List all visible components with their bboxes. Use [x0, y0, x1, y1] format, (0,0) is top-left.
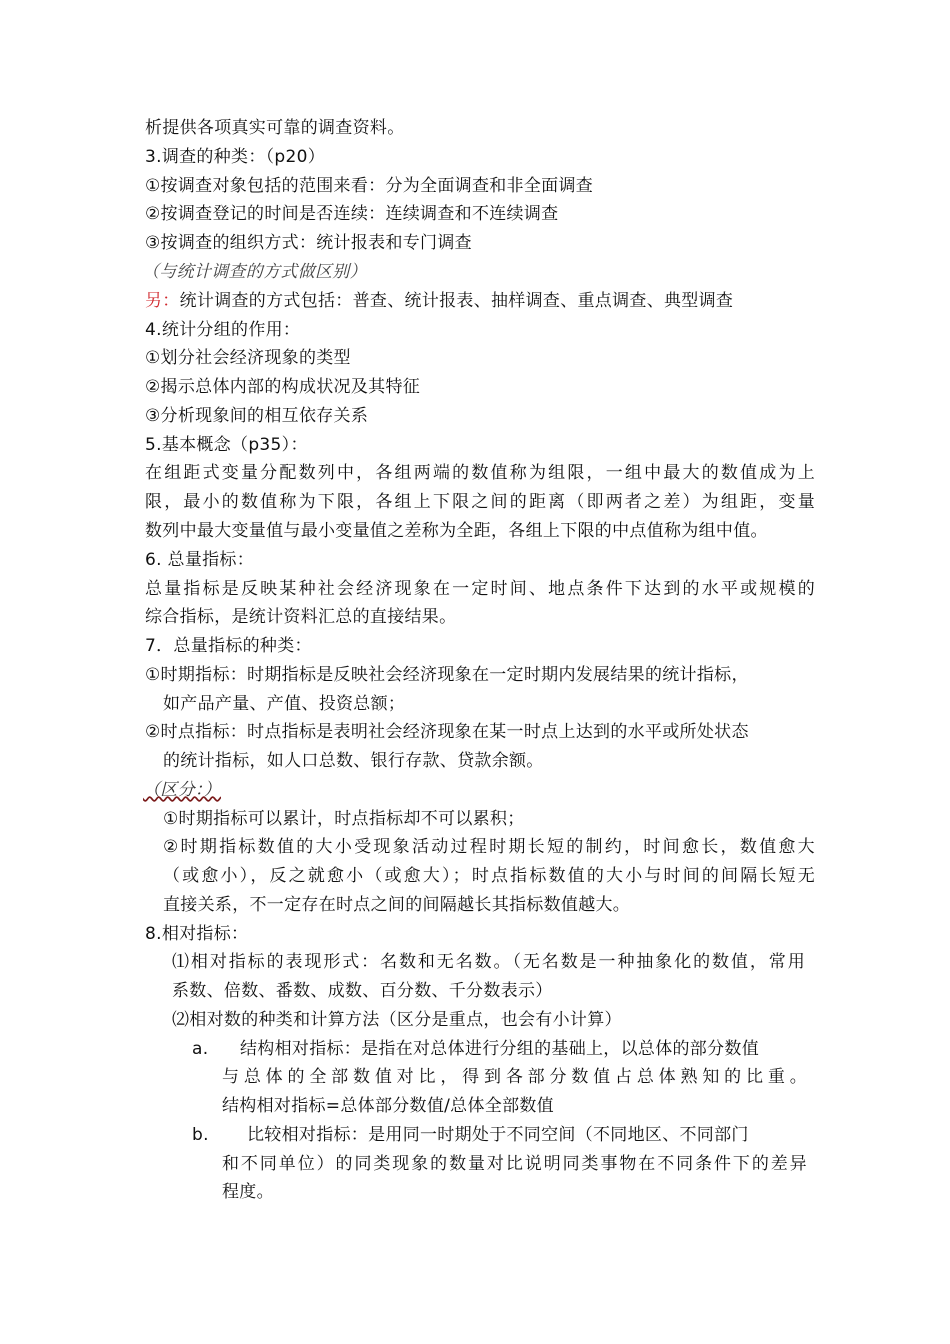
list-item: ②时期指标数值的大小受现象活动过程时期长短的制约，时间愈长，数值愈大	[163, 837, 815, 857]
list-item: ③按调查的组织方式：统计报表和专门调查	[145, 233, 472, 253]
list-item: ①划分社会经济现象的类型	[145, 348, 351, 368]
list-item: ③分析现象间的相互依存关系	[145, 406, 369, 426]
list-item: ②按调查登记的时间是否连续：连续调查和不连续调查	[145, 204, 559, 224]
sub-item-continuation: 与总体的全部数值对比，得到各部分数值占总体熟知的比重。	[222, 1067, 807, 1087]
list-item-continuation: 系数、倍数、番数、成数、百分数、千分数表示）	[172, 981, 553, 1001]
another-prefix: 另：	[145, 291, 180, 311]
text-line: 析提供各项真实可靠的调查资料。	[145, 118, 405, 138]
paragraph-line: 综合指标，是统计资料汇总的直接结果。	[145, 607, 457, 627]
list-item: ①按调查对象包括的范围来看：分为全面调查和非全面调查	[145, 176, 594, 196]
sub-item-b	[192, 1121, 749, 1149]
section-heading-5: 5.基本概念（p35）：	[145, 435, 308, 455]
list-item: ①时期指标：时期指标是反映社会经济现象在一定时期内发展结果的统计指标，	[145, 665, 749, 685]
text-line	[145, 287, 733, 315]
list-item: ⑵相对数的种类和计算方法（区分是重点，也会有小计算）	[172, 1010, 622, 1030]
section-heading-3: 3.调查的种类：（p20）	[145, 147, 326, 167]
list-item: ①时期指标可以累计，时点指标却不可以累积；	[163, 809, 525, 829]
marker-a: a.	[192, 1039, 209, 1059]
sub-item-continuation: 和不同单位）的同类现象的数量对比说明同类事物在不同条件下的差异	[222, 1154, 807, 1174]
list-item-continuation: 直接关系，不一定存在时点之间的间隔越长其指标数值越大。	[163, 895, 631, 915]
sub-item-a	[192, 1035, 759, 1063]
sub-item-continuation: 结构相对指标=总体部分数值/总体全部数值	[222, 1096, 554, 1116]
sub-item-continuation: 程度。	[222, 1182, 274, 1202]
paragraph-line: 总量指标是反映某种社会经济现象在一定时间、地点条件下达到的水平或规模的	[145, 579, 815, 599]
list-item: ②时点指标：时点指标是表明社会经济现象在某一时点上达到的水平或所处状态	[145, 722, 749, 742]
section-heading-7: 7．总量指标的种类：	[145, 636, 312, 656]
sub-item-text: 比较相对指标：是用同一时期处于不同空间（不同地区、不同部门	[247, 1125, 749, 1145]
distinction-note: （区分：）	[143, 780, 221, 800]
paragraph-line: 数列中最大变量值与最小变量值之差称为全距，各组上下限的中点值称为组中值。	[145, 521, 768, 541]
sub-item-text: 结构相对指标：是指在对总体进行分组的基础上，以总体的部分数值	[240, 1039, 759, 1059]
section-heading-8: 8.相对指标：	[145, 924, 249, 944]
text-content: 统计调查的方式包括：普查、统计报表、抽样调查、重点调查、典型调查	[179, 291, 734, 311]
list-item-continuation: 如产品产量、产值、投资总额；	[163, 694, 406, 714]
paragraph-line: 限，最小的数值称为下限，各组上下限之间的距离（即两者之差）为组距，变量	[145, 492, 815, 512]
list-item-continuation: 的统计指标，如人口总数、银行存款、贷款余额。	[163, 751, 544, 771]
list-item: ②揭示总体内部的构成状况及其特征	[145, 377, 421, 397]
section-heading-4: 4.统计分组的作用：	[145, 320, 301, 340]
section-heading-6: 6. 总量指标：	[145, 550, 255, 570]
paragraph-line: 在组距式变量分配数列中，各组两端的数值称为组限，一组中最大的数值成为上	[145, 463, 815, 483]
marker-b: b.	[192, 1125, 209, 1145]
list-item: ⑴相对指标的表现形式：名数和无名数。（无名数是一种抽象化的数值，常用	[172, 952, 805, 972]
note-line: （与统计调查的方式做区别）	[142, 262, 367, 282]
list-item-continuation: （或愈小），反之就愈小（或愈大）；时点指标数值的大小与时间的间隔长短无	[163, 866, 815, 886]
